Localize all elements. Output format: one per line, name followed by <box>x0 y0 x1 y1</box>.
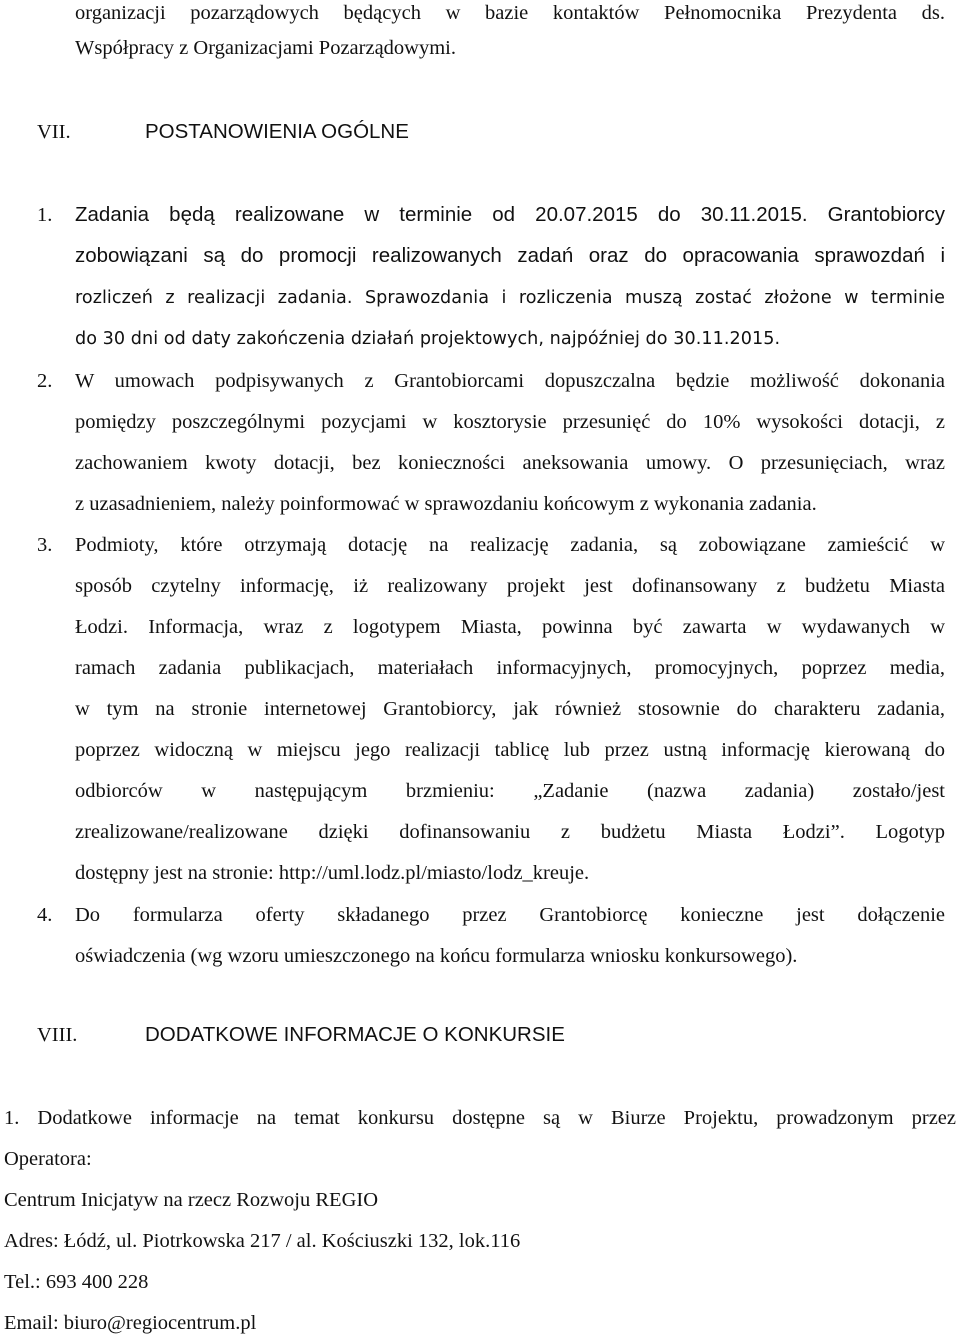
item-2-line-1: W umowach podpisywanych z Grantobiorcami dopuszczalna będzie możliwość dokonania <box>75 370 945 392</box>
item-2-line-2: pomiędzy poszczególnymi pozycjami w kosztorysie przesunięć do 10% wysokości dotacji, z <box>75 411 945 433</box>
item-1-line-1: Zadania będą realizowane w terminie od 20.07.2015 do 30.11.2015. Grantobiorcy <box>75 203 945 226</box>
item-1-line-2: zobowiązani są do promocji realizowanych zadań oraz do opracowania sprawozdań i <box>75 244 945 267</box>
item-3-line-5: w tym na stronie internetowej Grantobiorcy, jak również stosownie do charakteru zadania, <box>75 698 945 720</box>
info-line-1: 1. Dodatkowe informacje na temat konkursu dostępne są w Biurze Projektu, prowadzonym przez <box>4 1107 956 1129</box>
section-7-title: POSTANOWIENIA OGÓLNE <box>145 120 409 143</box>
item-3-line-2: sposób czytelny informację, iż realizowany projekt jest dofinansowany z budżetu Miasta <box>75 575 945 597</box>
item-3-number: 3. <box>37 534 53 556</box>
section-8-title: DODATKOWE INFORMACJE O KONKURSIE <box>145 1023 565 1046</box>
item-4-line-1: Do formularza oferty składanego przez Grantobiorcę konieczne jest dołączenie <box>75 904 945 926</box>
item-1-line-3: rozliczeń z realizacji zadania. Sprawozdania i rozliczenia muszą zostać złożone w terminie <box>75 288 945 308</box>
intro-line-1: organizacji pozarządowych będących w bazie kontaktów Pełnomocnika Prezydenta ds. <box>75 2 945 24</box>
operator-name: Centrum Inicjatyw na rzecz Rozwoju REGIO <box>4 1189 379 1211</box>
section-8-number: VIII. <box>37 1024 78 1046</box>
operator-address: Adres: Łódź, ul. Piotrkowska 217 / al. Kościuszki 132, lok.116 <box>4 1230 521 1252</box>
item-3-line-1: Podmioty, które otrzymają dotację na realizację zadania, są zobowiązane zamieścić w <box>75 534 945 556</box>
item-3-line-8: zrealizowane/realizowane dzięki dofinansowaniu z budżetu Miasta Łodzi”. Logotyp <box>75 821 945 843</box>
intro-line-2: Współpracy z Organizacjami Pozarządowymi. <box>75 37 457 59</box>
item-3-line-3: Łodzi. Informacja, wraz z logotypem Miasta, powinna być zawarta w wydawanych w <box>75 616 945 638</box>
item-3-line-4: ramach zadania publikacjach, materiałach informacyjnych, promocyjnych, poprzez media, <box>75 657 945 679</box>
operator-phone: Tel.: 693 400 228 <box>4 1271 149 1293</box>
item-3-line-7: odbiorców w następującym brzmieniu: „Zadanie (nazwa zadania) zostało/jest <box>75 780 945 802</box>
item-3-line-6: poprzez widoczną w miejscu jego realizacji tablicę lub przez ustną informację kierowaną do <box>75 739 945 761</box>
item-2-line-4: z uzasadnieniem, należy poinformować w sprawozdaniu końcowym z wykonania zadania. <box>75 493 817 515</box>
item-3-line-9: dostępny jest na stronie: http://uml.lodz.pl/miasto/lodz_kreuje. <box>75 862 590 884</box>
item-2-number: 2. <box>37 370 53 392</box>
item-4-number: 4. <box>37 904 53 926</box>
info-line-2: Operatora: <box>4 1148 92 1170</box>
item-1-number: 1. <box>37 204 53 226</box>
item-2-line-3: zachowaniem kwoty dotacji, bez konieczności aneksowania umowy. O przesunięciach, wraz <box>75 452 945 474</box>
item-1-line-4: do 30 dni od daty zakończenia działań projektowych, najpóźniej do 30.11.2015. <box>75 329 781 349</box>
item-4-line-2: oświadczenia (wg wzoru umieszczonego na końcu formularza wniosku konkursowego). <box>75 945 798 967</box>
section-7-number: VII. <box>37 121 71 143</box>
operator-email: Email: biuro@regiocentrum.pl <box>4 1312 257 1334</box>
